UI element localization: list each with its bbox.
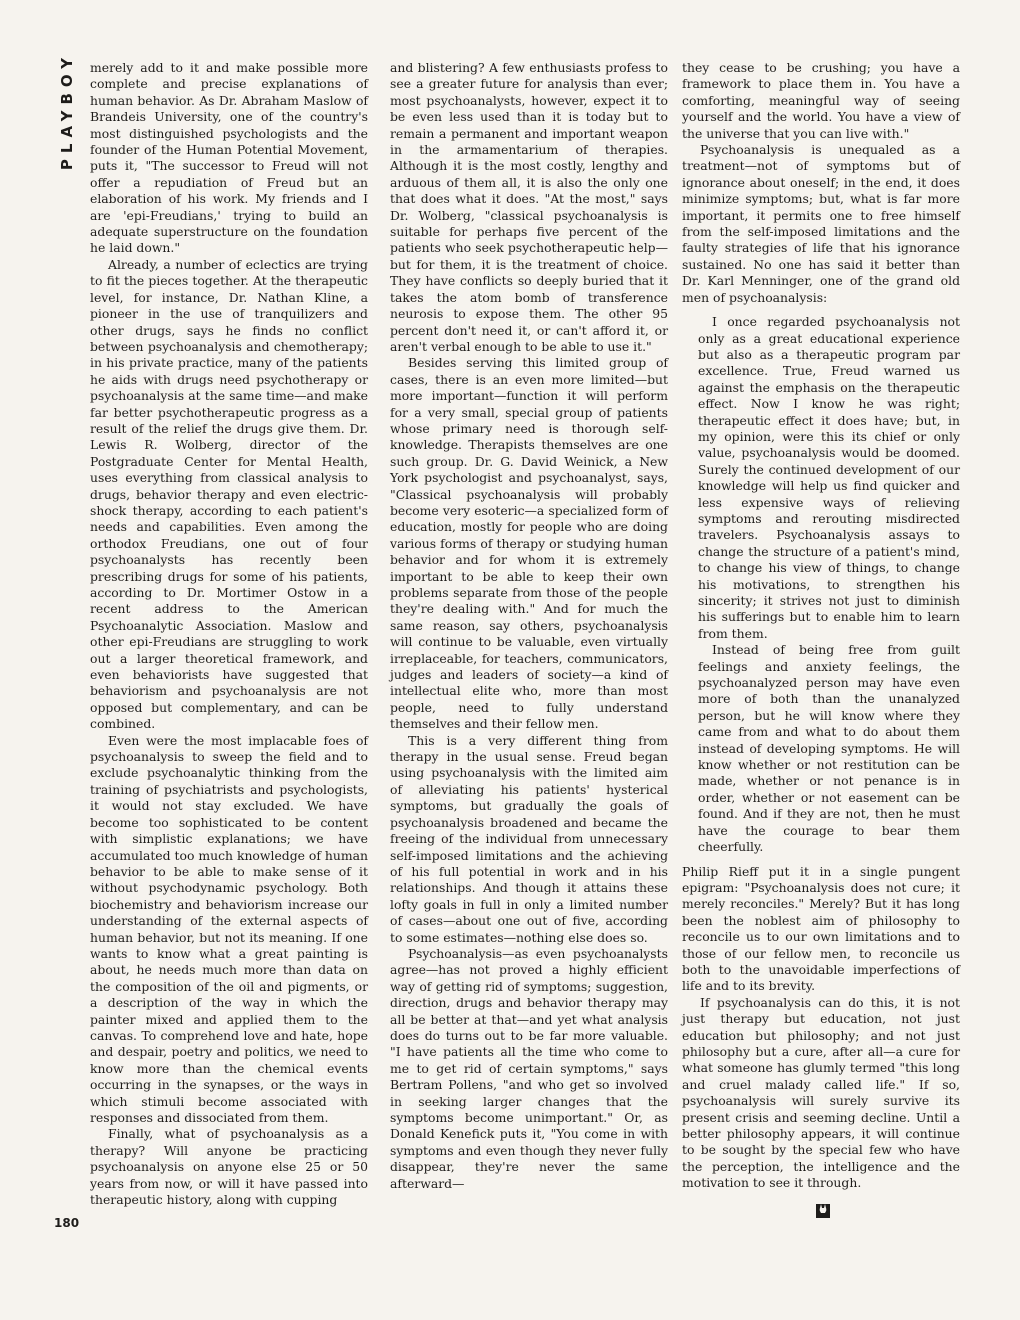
paragraph: Already, a number of eclectics are trying to fit the pieces together. At the therapeutic level, for instance, Dr. Nathan Kline, a pioneer in the use of tranquilizers and other drugs, says he finds no conflict between psychoanalysis and chemotherapy; in his private practice, many of the patients he aids with drugs need psychotherapy or psychoanalysis at the same time—and make far better psychotherapeutic progress as a result of the relief the drugs give them. Dr. Lewis R. Wolberg, director of the Postgraduate Center for Mental Health, uses everything from classical analysis to drugs, behavior therapy and even electric-shock therapy, according to each patient's needs and capabilities. Even among the orthodox Freudians, one out of four psychoanalysts has recently been prescribing drugs for some of his patients, according to Dr. Mortimer Ostow in a recent address to the American Psychoanalytic Association. Maslow and other epi-Freudians are struggling to work out a larger theoretical framework, and even behaviorists have suggested that behaviorism and psychoanalysis are not opposed but complementary, and can be combined. [90,256,368,732]
page-number: 180 [54,1216,80,1230]
masthead: PLAYBOY [58,52,76,171]
paragraph: This is a very different thing from therapy in the usual sense. Freud began using psychoanalysis with the limited aim of alleviating his patients' hysterical symptoms, but gradually the goals of psychoanalysis broadened and became the freeing of the individual from unnecessary self-imposed limitations and the achieving of his full potential in work and in his relationships. And though it attains these lofty goals in full in only a limited number of cases—about one out of five, according to some estimates—nothing else does so. [390,732,668,945]
column-1 [90,60,368,1208]
paragraph: Besides serving this limited group of cases, there is an even more limited—but more important—function it will perform for a very small, special group of patients whose primary need is thorough self-knowledge. Therapists themselves are one such group. Dr. G. David Weinick, a New York psychologist and psychoanalyst, says, "Classical psychoanalysis will probably become very esoteric—a specialized form of education, mostly for people who are doing various forms of therapy or studying human behavior and for whom it is extremely important to be able to keep their own problems separate from those of the people they're dealing with." And for much the same reason, say others, psychoanalysis will continue to be valuable, even virtually irreplaceable, for teachers, communicators, judges and leaders of society—a kind of intellectual elite who, more than most people, need to fully understand themselves and their fellow men. [390,355,668,732]
paragraph: and blistering? A few enthusiasts profess to see a greater future for analysis than ever; most psychoanalysts, however, expect it to be even less used than it is today but to remain a permanent and important weapon in the armamentarium of therapies. Although it is the most costly, lengthy and arduous of them all, it is also the only one that does what it does. "At the most," says Dr. Wolberg, "classical psychoanalysis is suitable for perhaps five percent of the patients who seek psychotherapeutic help—but for them, it is the treatment of choice. They have conflicts so deeply buried that it takes the atom bomb of transference neurosis to expose them. The other 95 percent don't need it, or can't afford it, or aren't verbal enough to be able to use it." [390,60,668,354]
paragraph: Even were the most implacable foes of psychoanalysis to sweep the field and to exclude psychoanalytic thinking from the training of psychiatrists and psychologists, it would not stay excluded. We have become too sophisticated to be content with simplistic explanations; we have accumulated too much knowledge of human behavior to be able to make sense of it without psychodynamic psychology. Both biochemistry and behaviorism increase our understanding of the external aspects of human behavior, but not its meaning. If one wants to know what a great painting is about, he needs much more than data on the composition of the oil and pigments, or a description of the way in which the painter mixed and applied them to the canvas. To comprehend love and hate, hope and despair, poetry and politics, we need to know more than the chemical events occurring in the synapses, or the ways in which stimuli become associated with responses and dissociated from them. [90,732,368,1125]
paragraph: Psychoanalysis is unequaled as a treatment—not of symptoms but of ignorance about oneself; in the end, it does minimize symptoms; but, what is far more important, it permits one to free himself from the self-imposed limitations and the faulty strategies of life that his ignorance sustained. No one has said it better than Dr. Karl Menninger, one of the grand old men of psychoanalysis: [682,142,960,305]
paragraph: Finally, what of psychoanalysis as a therapy? Will anyone be practicing psychoanalysis on anyone else 25 or 50 years from now, or will it have passed into therapeutic history, along with cupping [90,1126,368,1208]
column-2 [390,60,668,1192]
column-3 [682,60,960,1218]
paragraph: If psychoanalysis can do this, it is not just therapy but education, not just education but philosophy; and not just philosophy but a cure, after all—a cure for what someone has glumly termed "this long and cruel malady called life." If so, psychoanalysis will surely survive its present crisis and seeming decline. Until a better philosophy appears, it will continue to be sought by the special few who have the perception, the intelligence and the motivation to see it through. [682,994,960,1191]
rabbit-head-icon [816,1204,830,1218]
end-mark [682,1200,960,1218]
paragraph: they cease to be crushing; you have a framework to place them in. You have a comforting, meaningful way of seeing yourself and the world. You have a view of the universe that you can live with." [682,60,960,141]
paragraph: merely add to it and make possible more complete and precise explanations of human behavior. As Dr. Abraham Maslow of Brandeis University, one of the country's most distinguished psychologists and the founder of the Human Potential Movement, puts it, "The successor to Freud will not offer a repudiation of Freud but an elaboration of his work. My friends and I are 'epi-Freudians,' trying to build an adequate superstructure on the foundation he laid down." [90,60,368,256]
quote-paragraph: Instead of being free from guilt feelings and anxiety feelings, the psychoanalyzed person may have even more of both than the unanalyzed person, but he will know where they came from and what to do about them instead of developing symptoms. He will know whether or not restitution can be made, whether or not penance is in order, whether or not easement can be found. And if they are not, then he must have the courage to bear them cheerfully. [698,642,960,855]
quote-paragraph: I once regarded psychoanalysis not only as a great educational experience but also as a therapeutic program par excellence. True, Freud warned us against the emphasis on the therapeutic effect. Now I know he was right; therapeutic effect it does have; but, in my opinion, were this its chief or only value, psychoanalysis would be doomed. Surely the continued development of our knowledge will help us find quicker and less expensive ways of relieving symptoms and rerouting misdirected travelers. Psychoanalysis assays to change the structure of a patient's mind, to change his view of things, to change his motivations, to strengthen his sincerity; it strives not just to diminish his sufferings but to enable him to learn from them. [698,314,960,641]
paragraph: Philip Rieff put it in a single pungent epigram: "Psychoanalysis does not cure; it merely reconciles." Merely? But it has long been the noblest aim of philosophy to reconcile us to our own limitations and to those of our fellow men, to reconcile us both to the unavoidable imperfections of life and to its brevity. [682,863,960,994]
block-quote [698,314,960,855]
paragraph: Psychoanalysis—as even psychoanalysts agree—has not proved a highly efficient way of getting rid of symptoms; suggestion, direction, drugs and behavior therapy may all be better at that—and yet what analysis does do turns out to be far more valuable. "I have patients all the time who come to me to get rid of certain symptoms," says Bertram Pollens, "and who get so involved in seeking larger changes that the symptoms become unimportant." Or, as Donald Kenefick puts it, "You come in with symptoms and even though they never fully disappear, they're never the same afterward— [390,945,668,1191]
